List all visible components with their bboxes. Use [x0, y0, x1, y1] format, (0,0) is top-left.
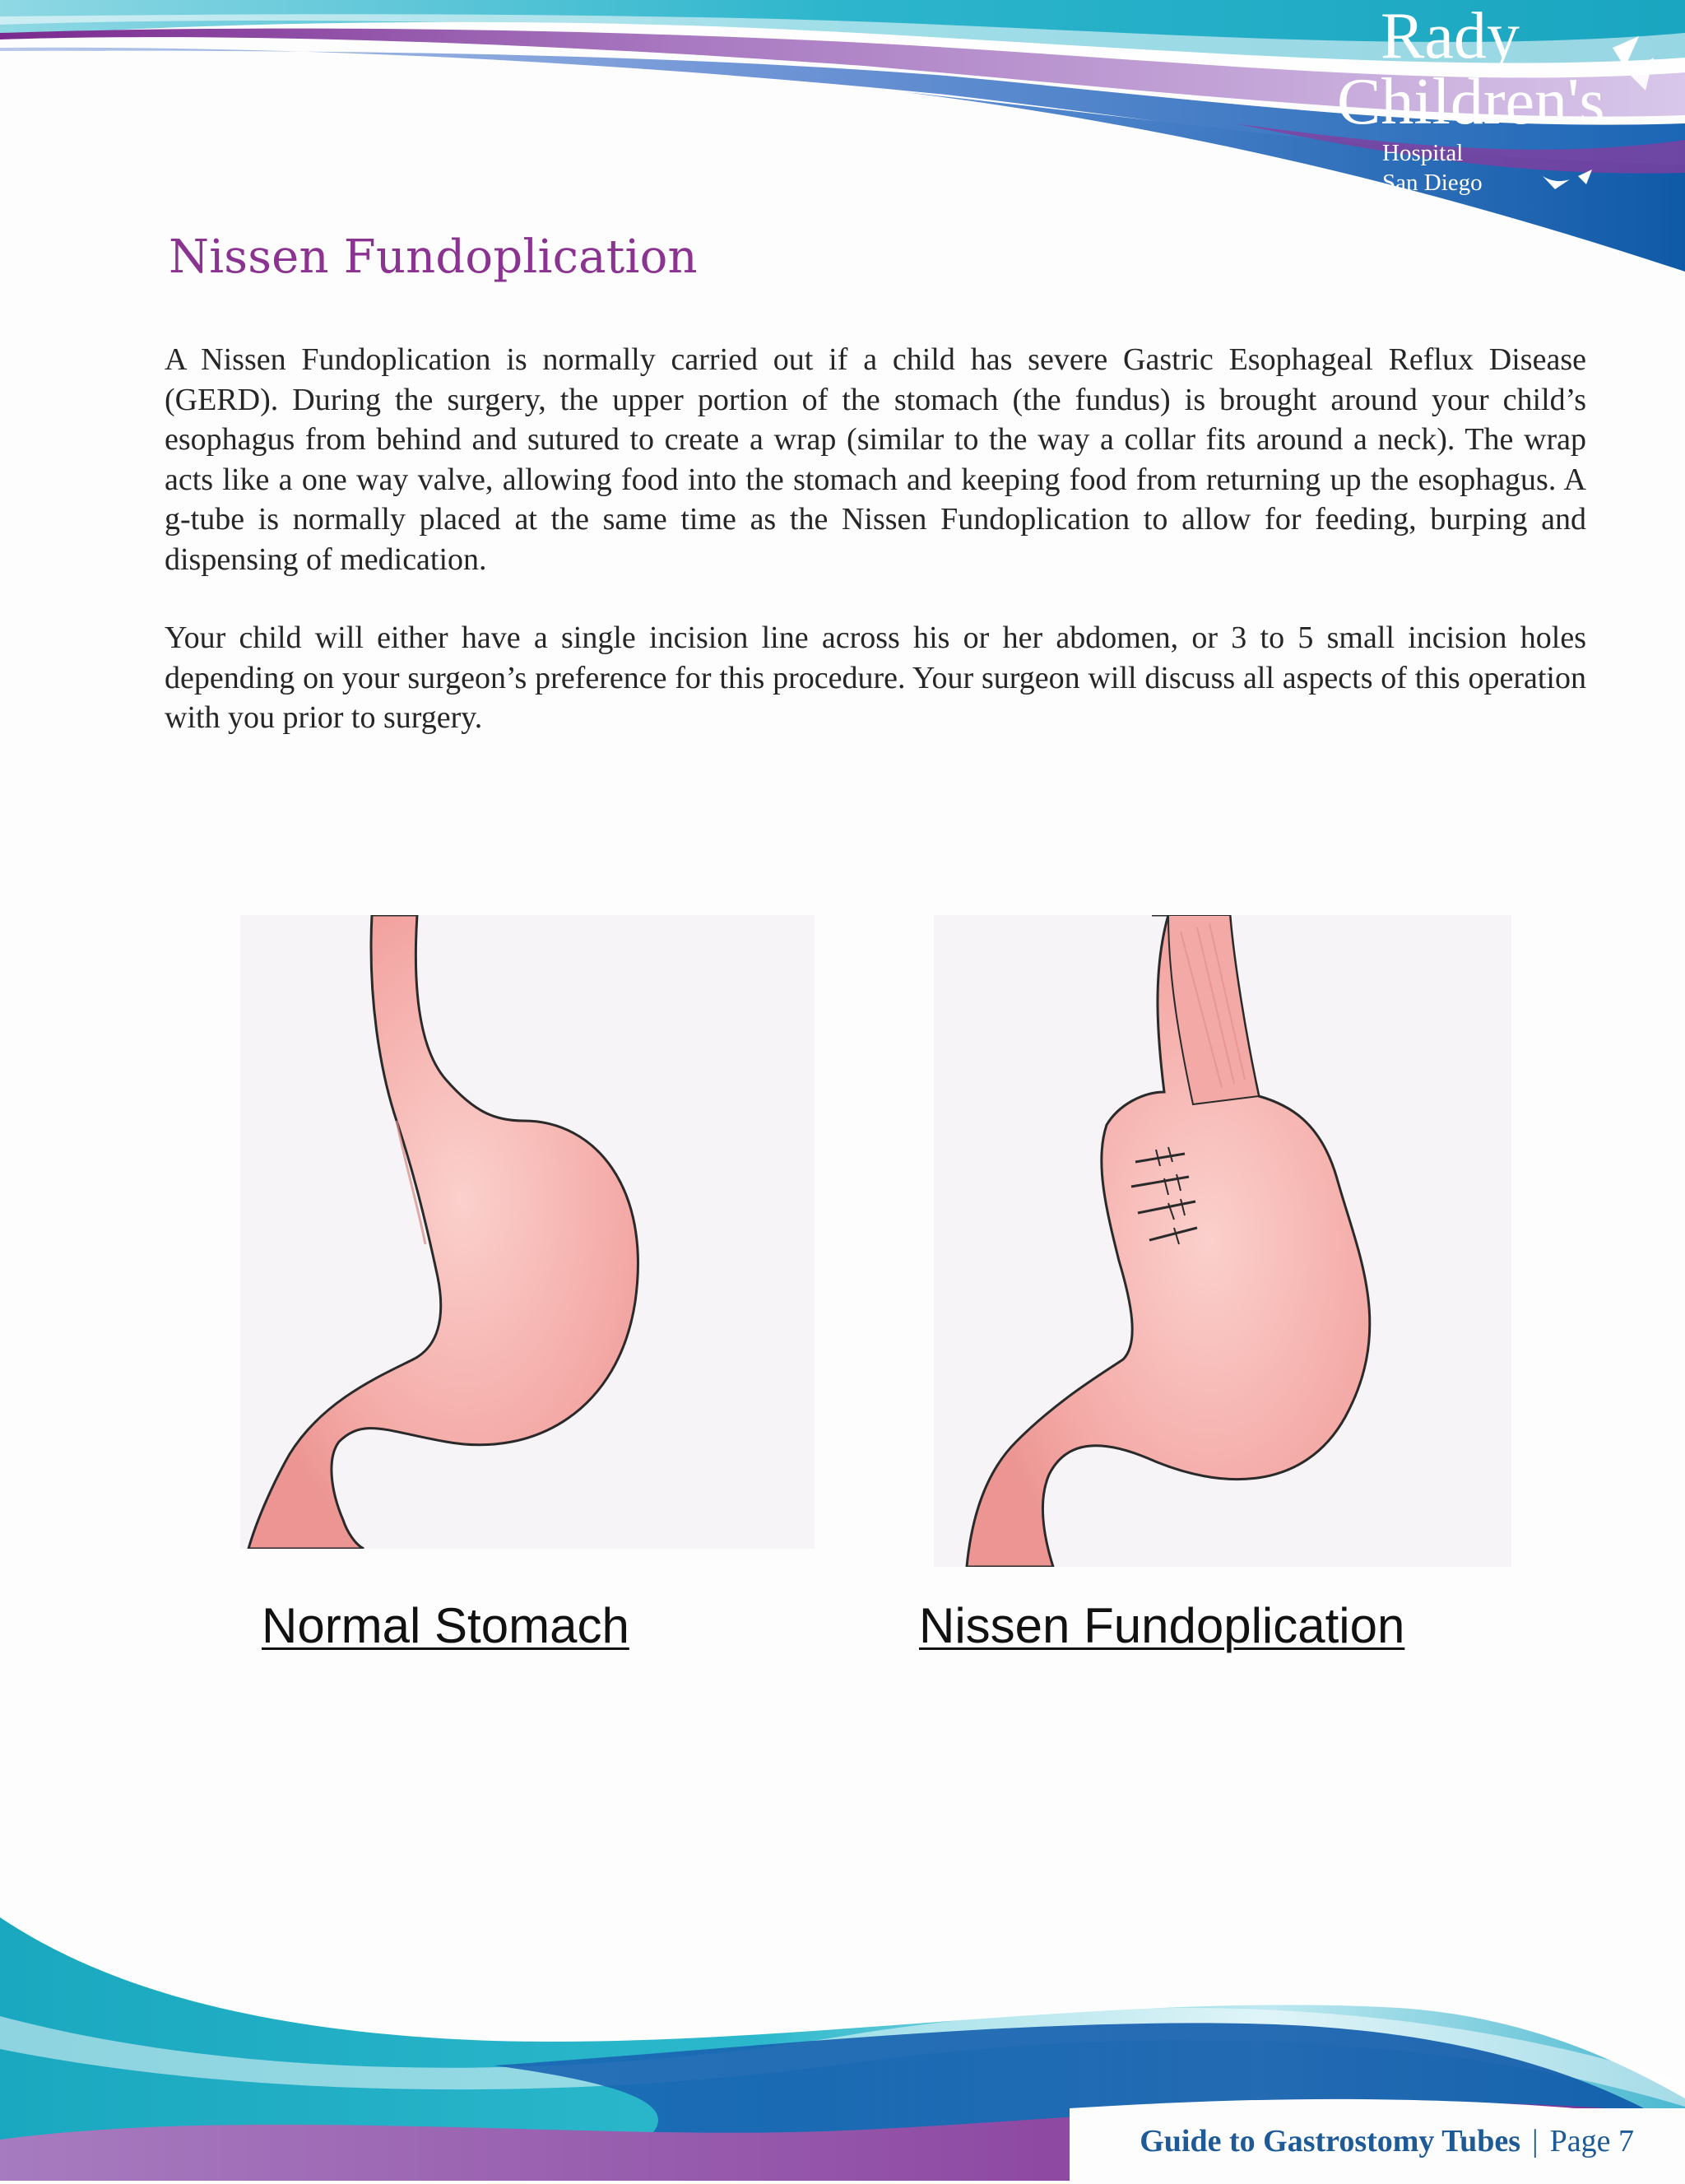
normal-stomach-caption: Normal Stomach: [262, 1598, 629, 1653]
footer-doc-title: Guide to Gastrostomy Tubes: [1140, 2124, 1521, 2158]
nissen-fundoplication-illustration: [934, 915, 1511, 1567]
footer-page-number: Page 7: [1549, 2124, 1634, 2158]
page-footer: [1140, 2123, 1634, 2159]
logo-childrens-text: Children's: [1337, 66, 1605, 138]
footer-separator: |: [1532, 2124, 1539, 2158]
body-paragraph: Your child will either have a single incision line across his or her abdomen, or 3 to 5 small incision holes depending on your surgeon’s preference for this procedure. Your surgeon will discuss all aspects of this operation with you prior to surgery.: [165, 620, 1586, 735]
normal-stomach-illustration: [240, 915, 815, 1549]
body-paragraph: A Nissen Fundoplication is normally carried out if a child has severe Gastric Esophageal Reflux Disease (GERD). During the surgery, the upper portion of the stomach (the fundus) is brought around your child’s esophagus from behind and sutured to create a wrap (similar to the way a collar fits around a neck). The wrap acts like a one way valve, allowing food into the stomach and keeping food from returning up the esophagus. A g-tube is normally placed at the same time as the Nissen Fundoplication to allow for feeding, burping and dispensing of medication.: [165, 342, 1586, 577]
logo-hospital-text: Hospital: [1382, 140, 1464, 166]
logo-sandiego-text: San Diego: [1382, 170, 1483, 196]
logo-rady-text: Rady: [1381, 0, 1520, 72]
page-title: Nissen Fundoplication: [169, 230, 698, 284]
rady-childrens-logo: [1337, 0, 1670, 214]
nissen-fundoplication-caption: Nissen Fundoplication: [919, 1598, 1405, 1653]
